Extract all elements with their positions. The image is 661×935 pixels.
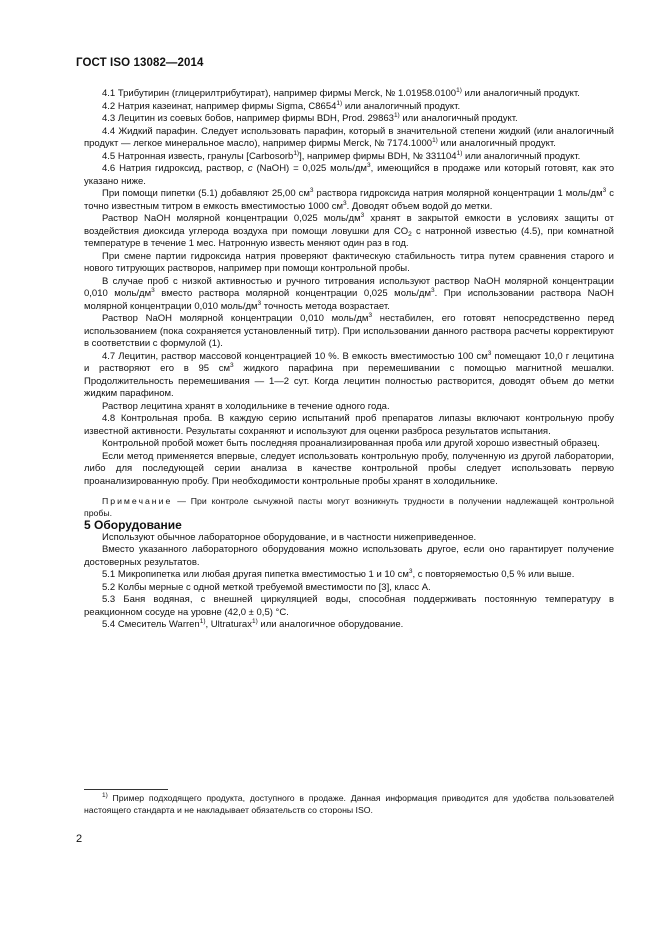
footnote-ref: 1) [199, 618, 206, 625]
footnote-ref: 1) [456, 87, 462, 94]
paragraph-4-3: 4.3 Лецитин из соевых бобов, например фирмы BDH, Prod. 29863$^{1)}$ или аналогичный продукт. [102, 112, 518, 124]
footnote: $^{1)}$ Пример подходящего продукта, доступного в продаже. Данная информация приводится для удобства пользователей настоящего стандарта и не накладывает обязательств со стороны ISO. [84, 792, 614, 815]
paragraph-5-3: 5.3 Баня водяная, с внешней циркуляцией воды, способная поддерживать постоянную температуру в реакционном сосуде на уровне (42,0 ± 0,5) °С. [84, 594, 614, 618]
paragraph-control-sample: Контрольной пробой может быть последняя проанализированная проба или другой хорошо известный образец. [102, 438, 600, 449]
footnote-ref: 1) [456, 149, 463, 157]
paragraph-storage: Раствор NaOH молярной концентрации 0,025 моль/$дм^3$ хранят в закрытой емкости в условиях защиты от воздействия диоксида углерода воздуха при помощи ловушки для $CO_2$ с натронной известью (4.5), при комнатной температуре в течение 1 мес. Натронную известь меняют один раз в год. [84, 212, 614, 249]
document-body [84, 88, 614, 632]
paragraph-low-activity: В случае проб с низкой активностью и ручного титрования используют раствор NaOH молярной концентрации 0,010 моль/$дм^3$ вместо раствора молярной концентрации 0,025 моль/$дм^3$. При использовании раствора NaOH молярной концентрации 0,010 моль/$дм^3$ точность метода возрастает. [84, 275, 614, 312]
paragraph-equipment-alt: Вместо указанного лабораторного оборудования можно использовать другое, если оно гарантирует получение достоверных результатов. [84, 544, 614, 568]
footnote-ref: 1) [393, 112, 400, 119]
paragraph-unstable: Раствор NaOH молярной концентрации 0,010 моль/$дм^3$ нестабилен, его готовят непосредственно перед использованием (пока сохраняется установленный титр). При использовании данного раствора расчеты корректируют в соответствии с формулой (1). [84, 312, 614, 349]
paragraph-batch-change: При смене партии гидроксида натрия проверяют фактическую стабильность титра путем сравнения старого и нового титрующих растворов, например при помощи контрольной пробы. [84, 250, 614, 274]
paragraph-lecithin-storage: Раствор лецитина хранят в холодильнике в течение одного года. [102, 400, 390, 412]
paragraph-4-2: 4.2 Натрия казеинат, например фирмы Sigma, C8654$^{1)}$ или аналогичный продукт. [102, 99, 461, 112]
paragraph-first-use: Если метод применяется впервые, следует использовать контрольную пробу, полученную из другой лаборатории, либо для последующей серии анализа в качестве контрольной пробы следует использовать первую проанализированную пробу. При необходимости контрольные пробы хранят в холодильнике. [84, 450, 614, 487]
footnote-ref: 1) [251, 618, 258, 625]
paragraph-4-8: 4.8 Контрольная проба. В каждую серию испытаний проб препаратов липазы включают контрольную пробу известной активности. Результаты сохраняют и используют для оценки разброса результатов испытания. [84, 413, 614, 437]
note-label: Примечание [102, 496, 173, 506]
footnote-ref: 1) [432, 137, 438, 144]
paragraph-4-7: 4.7 Лецитин, раствор массовой концентрацией 10 %. В емкость вместимостью 100 $см^3$ помещают 10,0 г лецитина и растворяют его в 95 $см^3$ жидкого парафина при перемешивании с помощью магнитной мешалки. Продолжительность перемешивания — 1—2 сут. Когда лецитин полностью растворится, доводят объем до метки жидким парафином. [84, 349, 615, 399]
footnote-ref: 1) [336, 99, 343, 107]
paragraph-5-4: 5.4 Смеситель Warren$^{1)}$, Ultraturax$^{1)}$ или аналогичное оборудование. [102, 618, 404, 630]
document-code-header: ГОСТ ISO 13082—2014 [76, 57, 204, 69]
paragraph-5-1: 5.1 Микропипетка или любая другая пипетка вместимостью 1 и 10 $см^3$, с повторяемостью 0,5 % или выше. [102, 568, 575, 580]
paragraph-4-5: 4.5 Натронная известь, гранулы [Carbosorb$^{1)}$], например фирмы BDH, № 331104$^{1)}$ или аналогичный продукт. [102, 149, 581, 162]
paragraph-4-4: 4.4 Жидкий парафин. Следует использовать парафин, который в значительной степени жидкий (или аналогичный продукт — легкое минеральное масло), например фирмы Merck, № 7174.1000$^{1)}$ или аналогичный продукт. [84, 125, 614, 149]
footnote-ref: 1) [293, 149, 300, 157]
page-number: 2 [76, 833, 83, 845]
paragraph-4-6: 4.6 Натрия гидроксид, раствор, c (NaOH) = 0,025 моль/$дм^3$, имеющийся в продаже или который готовят, как это указано ниже. [84, 162, 614, 187]
paragraph-equipment-intro: Используют обычное лабораторное оборудование, и в частности нижеприведенное. [102, 531, 477, 543]
paragraph-4-1: 4.1 Трибутирин (глицерилтрибутират), например фирмы Merck, № 1.01958.0100$^{1)}$ или аналогичный продукт. [102, 87, 580, 99]
section-5-heading: 5 Оборудование [84, 518, 182, 532]
footnote-divider [84, 789, 168, 790]
paragraph-5-2: 5.2 Колбы мерные с одной меткой требуемой вместимости по [3], класс А. [102, 581, 431, 593]
note: Примечание — При контроле сычужной пасты могут возникнуть трудности в получении надлежащей контрольной пробы. [84, 496, 614, 518]
paragraph-pipette: При помощи пипетки (5.1) добавляют 25,00 $см^3$ раствора гидроксида натрия молярной концентрации 1 моль/$дм^3$ с точно известным титром в емкость вместимостью 1000 $см^3$. Доводят объем водой до метки. [84, 187, 614, 212]
